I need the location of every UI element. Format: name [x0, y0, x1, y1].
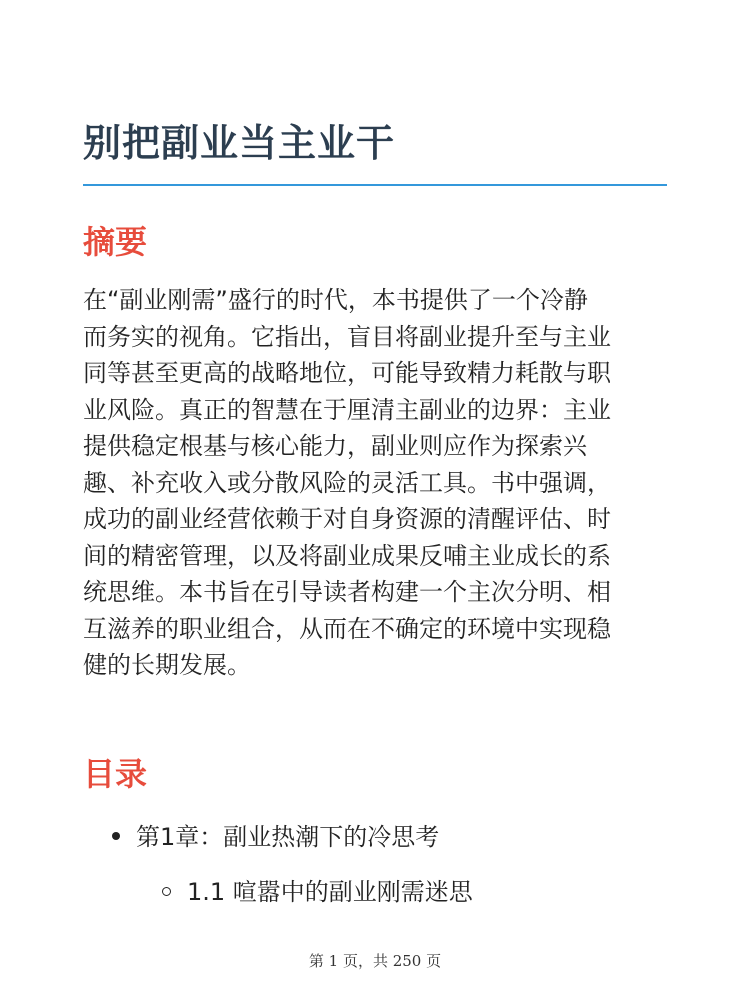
bullet-disc-icon	[112, 832, 120, 840]
abstract-line: 提供稳定根基与核心能力，副业则应作为探索兴	[83, 432, 587, 460]
abstract-paragraph	[83, 282, 673, 684]
abstract-line: 互滋养的职业组合，从而在不确定的环境中实现稳	[83, 614, 611, 643]
toc-chapter-item[interactable]	[112, 820, 439, 854]
abstract-line: 业风险。真正的智慧在于厘清主副业的边界：主业	[83, 395, 611, 424]
abstract-line: 同等甚至更高的战略地位，可能导致精力耗散与职	[83, 359, 611, 387]
toc-heading: 目录	[83, 755, 148, 793]
toc-chapter-label: 第1章：副业热潮下的冷思考	[136, 823, 440, 851]
abstract-line: 而务实的视角。它指出，盲目将副业提升至与主业	[83, 322, 611, 351]
page-number-footer: 第 1 页，共 250 页	[308, 952, 442, 970]
document-title: 别把副业当主业干	[83, 121, 396, 165]
abstract-line: 成功的副业经营依赖于对自身资源的清醒评估、时	[83, 505, 611, 533]
abstract-line: 健的长期发展。	[83, 651, 251, 679]
toc-section-label: 1.1 喧嚣中的副业刚需迷思	[187, 878, 473, 906]
toc-section-item[interactable]	[162, 875, 473, 909]
abstract-line: 在“副业刚需”盛行的时代，本书提供了一个冷静	[83, 286, 588, 314]
abstract-line: 统思维。本书旨在引导读者构建一个主次分明、相	[83, 578, 611, 606]
bullet-circle-icon	[162, 887, 171, 896]
abstract-line: 间的精密管理，以及将副业成果反哺主业成长的系	[83, 541, 611, 570]
abstract-line: 趣、补充收入或分散风险的灵活工具。书中强调，	[83, 468, 611, 497]
title-divider	[83, 184, 667, 186]
abstract-heading: 摘要	[83, 223, 148, 261]
